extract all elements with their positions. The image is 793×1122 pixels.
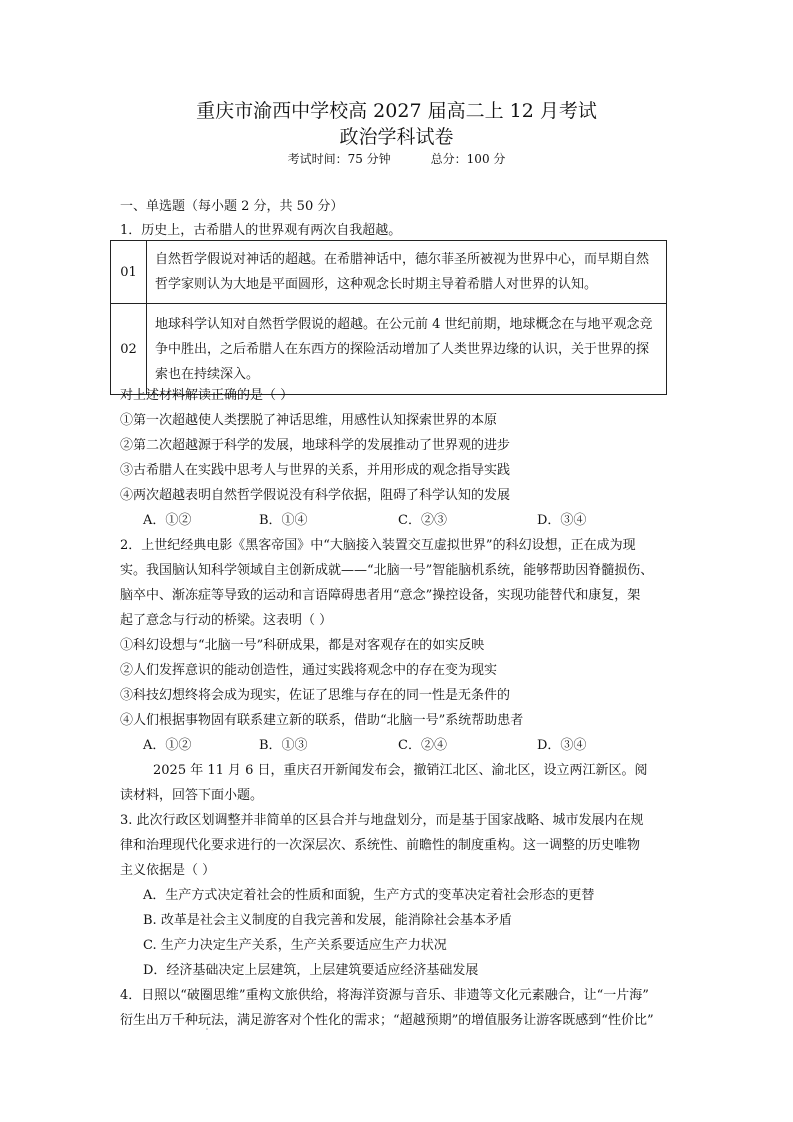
- q1-item: ④两次超越表明自然哲学假说没有科学依据，阻碍了科学认知的发展: [120, 488, 511, 503]
- q3-option-a[interactable]: A．生产方式决定着社会的性质和面貌，生产方式的变革决定着社会形态的更替: [143, 888, 595, 903]
- material-line: 读材料，回答下面小题。: [120, 788, 264, 803]
- q1-stem: 1．历史上，古希腊人的世界观有两次自我超越。: [120, 223, 402, 238]
- table-row: [111, 304, 667, 395]
- q4-stem-line: 衍生出万千种玩法，满足游客对个性化的需求；“超越预期”的增值服务让游客既感到“性价比”: [120, 1013, 654, 1028]
- table-row-text: 自然哲学假说对神话的超越。在希腊神话中，德尔菲圣所被视为世界中心，而早期自然哲学家则认为大地是平面圆形，这种观念长时期主导着希腊人对世界的认知。: [147, 241, 667, 304]
- q1-option-a[interactable]: A．①②: [143, 513, 192, 528]
- q1-prompt: 对上述材料解读正确的是（ ）: [120, 388, 294, 403]
- q3-stem-line: 3. 此次行政区划调整并非简单的区县合并与地盘划分，而是基于国家战略、城市发展内在规: [120, 813, 644, 828]
- q2-item: ①科幻设想与“北脑一号”科研成果，都是对客观存在的如实反映: [120, 638, 485, 653]
- material-line: 2025 年 11 月 6 日，重庆召开新闻发布会，撤销江北区、渝北区，设立两江新区。阅: [153, 763, 648, 778]
- exam-time: 考试时间：75 分钟: [287, 152, 391, 166]
- q2-item: ②人们发挥意识的能动创造性，通过实践将观念中的存在变为现实: [120, 663, 498, 678]
- q3-option-d[interactable]: D．经济基础决定上层建筑，上层建筑要适应经济基础发展: [143, 963, 479, 978]
- q1-option-c[interactable]: C．②③: [398, 513, 447, 528]
- q2-option-c[interactable]: C．②④: [398, 738, 447, 753]
- scan-speck: [206, 1028, 208, 1030]
- q2-option-a[interactable]: A．①②: [143, 738, 192, 753]
- q2-stem-line: 实。我国脑认知科学领域自主创新成就——“北脑一号”智能脑机系统，能够帮助因脊髓损伤、: [120, 563, 654, 578]
- table-row-number: 02: [111, 304, 147, 395]
- exam-score: 总分：100 分: [430, 152, 506, 166]
- exam-meta: [0, 153, 793, 165]
- q1-material-table: [110, 240, 667, 395]
- q3-option-b[interactable]: B. 改革是社会主义制度的自我完善和发展，能消除社会基本矛盾: [143, 913, 512, 928]
- q1-item: ①第一次超越使人类摆脱了神话思维，用感性认知探索世界的本原: [120, 413, 498, 428]
- q2-stem-line: 起了意念与行动的桥梁。这表明（ ）: [120, 613, 333, 628]
- exam-subtitle: 政治学科试卷: [339, 126, 454, 148]
- q2-stem-line: 2．上世纪经典电影《黑客帝国》中“大脑接入装置交互虚拟世界”的科幻设想，正在成为现: [120, 538, 636, 553]
- table-row-number: 01: [111, 241, 147, 304]
- q2-item: ③科技幻想终将会成为现实，佐证了思维与存在的同一性是无条件的: [120, 688, 511, 703]
- q1-option-b[interactable]: B．①④: [259, 513, 308, 528]
- q2-option-b[interactable]: B．①③: [259, 738, 308, 753]
- q3-stem-line: 律和治理现代化要求进行的一次深层次、系统性、前瞻性的制度重构。这一调整的历史唯物: [120, 838, 641, 853]
- q3-stem-line: 主义依据是（ ）: [120, 863, 216, 878]
- q1-item: ②第二次超越源于科学的发展，地球科学的发展推动了世界观的进步: [120, 438, 511, 453]
- q1-item: ③古希腊人在实践中思考人与世界的关系，并用形成的观念指导实践: [120, 463, 511, 478]
- q2-item: ④人们根据事物固有联系建立新的联系，借助“北脑一号”系统帮助患者: [120, 713, 524, 728]
- q1-option-d[interactable]: D．③④: [537, 513, 587, 528]
- section-heading: 一、单选题（每小题 2 分，共 50 分）: [120, 199, 344, 214]
- table-row-text: 地球科学认知对自然哲学假说的超越。在公元前 4 世纪前期，地球概念在与地平观念竞争中胜出，之后希腊人在东西方的探险活动增加了人类世界边缘的认识，关于世界的探索也在持续深入。: [147, 304, 667, 395]
- exam-title: 重庆市渝西中学校高 2027 届高二上 12 月考试: [196, 100, 597, 122]
- q2-option-d[interactable]: D．③④: [537, 738, 587, 753]
- q4-stem-line: 4．日照以“破圈思维”重构文旅供给，将海洋资源与音乐、非遗等文化元素融合，让“一片海”: [120, 988, 649, 1003]
- q3-option-c[interactable]: C. 生产力决定生产关系，生产关系要适应生产力状况: [143, 938, 447, 953]
- q2-stem-line: 脑卒中、渐冻症等导致的运动和言语障碍患者用“意念”操控设备，实现功能替代和康复，架: [120, 588, 641, 603]
- table-row: [111, 241, 667, 304]
